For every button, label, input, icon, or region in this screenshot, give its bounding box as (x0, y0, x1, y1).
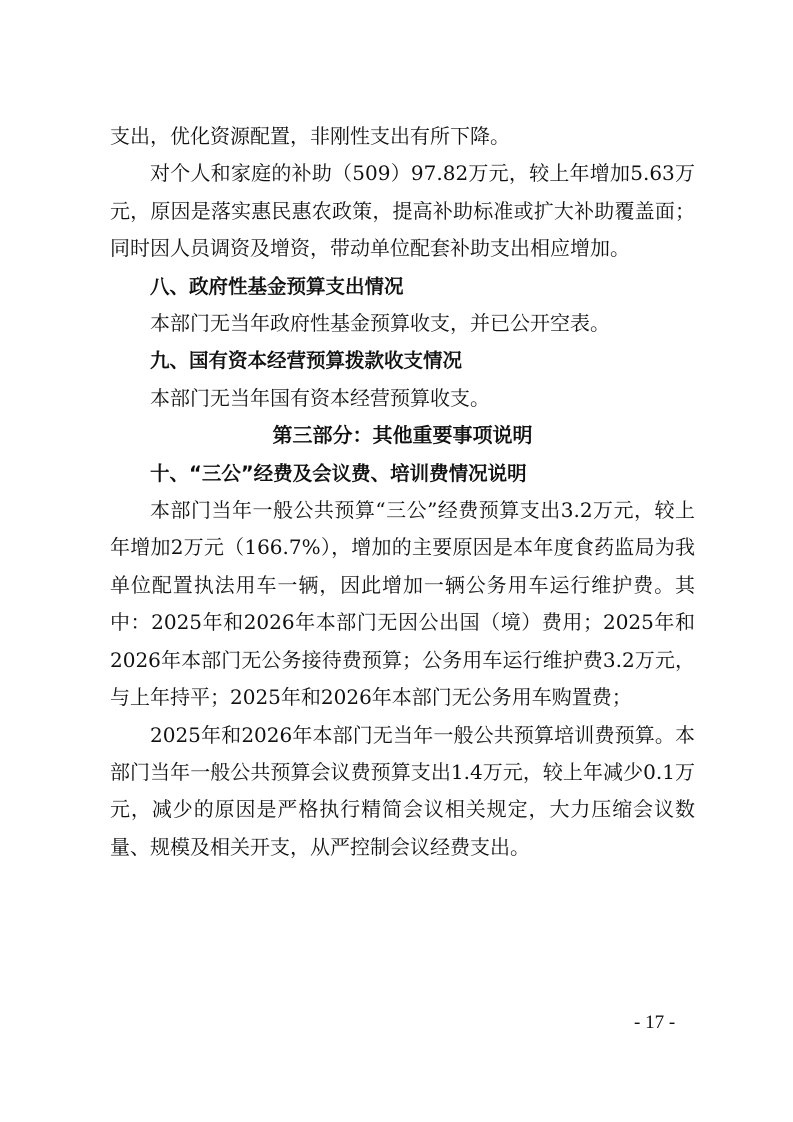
section-heading-8: 八、政府性基金预算支出情况 (150, 274, 404, 298)
section-heading-10: 十、“三公”经费及会议费、培训费情况说明 (150, 461, 527, 485)
document-body (110, 118, 695, 866)
paragraph-meeting-training-fees: 2025年和2026年本部门无当年一般公共预算培训费预算。本部门当年一般公共预算会议费预算支出1.4万元，较上年减少0.1万元，减少的原因是严格执行精简会议相关规定，大力压缩会议数量、规模及相关开支，从严控制会议经费支出。 (110, 722, 695, 859)
section-heading-9: 九、国有资本经营预算拨款收支情况 (150, 349, 463, 373)
paragraph-continuation: 支出，优化资源配置，非刚性支出有所下降。 (110, 124, 510, 148)
paragraph-family-subsidy: 对个人和家庭的补助（509）97.82万元，较上年增加5.63万元，原因是落实惠民惠农政策，提高补助标准或扩大补助覆盖面；同时因人员调资及增资，带动单位配套补助支出相应增加。 (110, 161, 695, 261)
paragraph-state-capital: 本部门无当年国有资本经营预算收支。 (150, 385, 490, 410)
paragraph-government-fund: 本部门无当年政府性基金预算收支，并已公开空表。 (150, 311, 610, 336)
paragraph-three-public-expenses: 本部门当年一般公共预算“三公”经费预算支出3.2万元，较上年增加2万元（166.7%），增加的主要原因是本年度食药监局为我单位配置执法用车一辆，因此增加一辆公务用车运行维护费。其中：2025年和2026年本部门无因公出国（境）费用；2025年和2026年本部门无公务接待费预算；公务用车运行维护费3.2万元，与上年持平；2025年和2026年本部门无公务用车购置费； (110, 498, 695, 710)
page-number: - 17 - (634, 1012, 676, 1033)
part-title-3: 第三部分：其他重要事项说明 (272, 423, 533, 448)
